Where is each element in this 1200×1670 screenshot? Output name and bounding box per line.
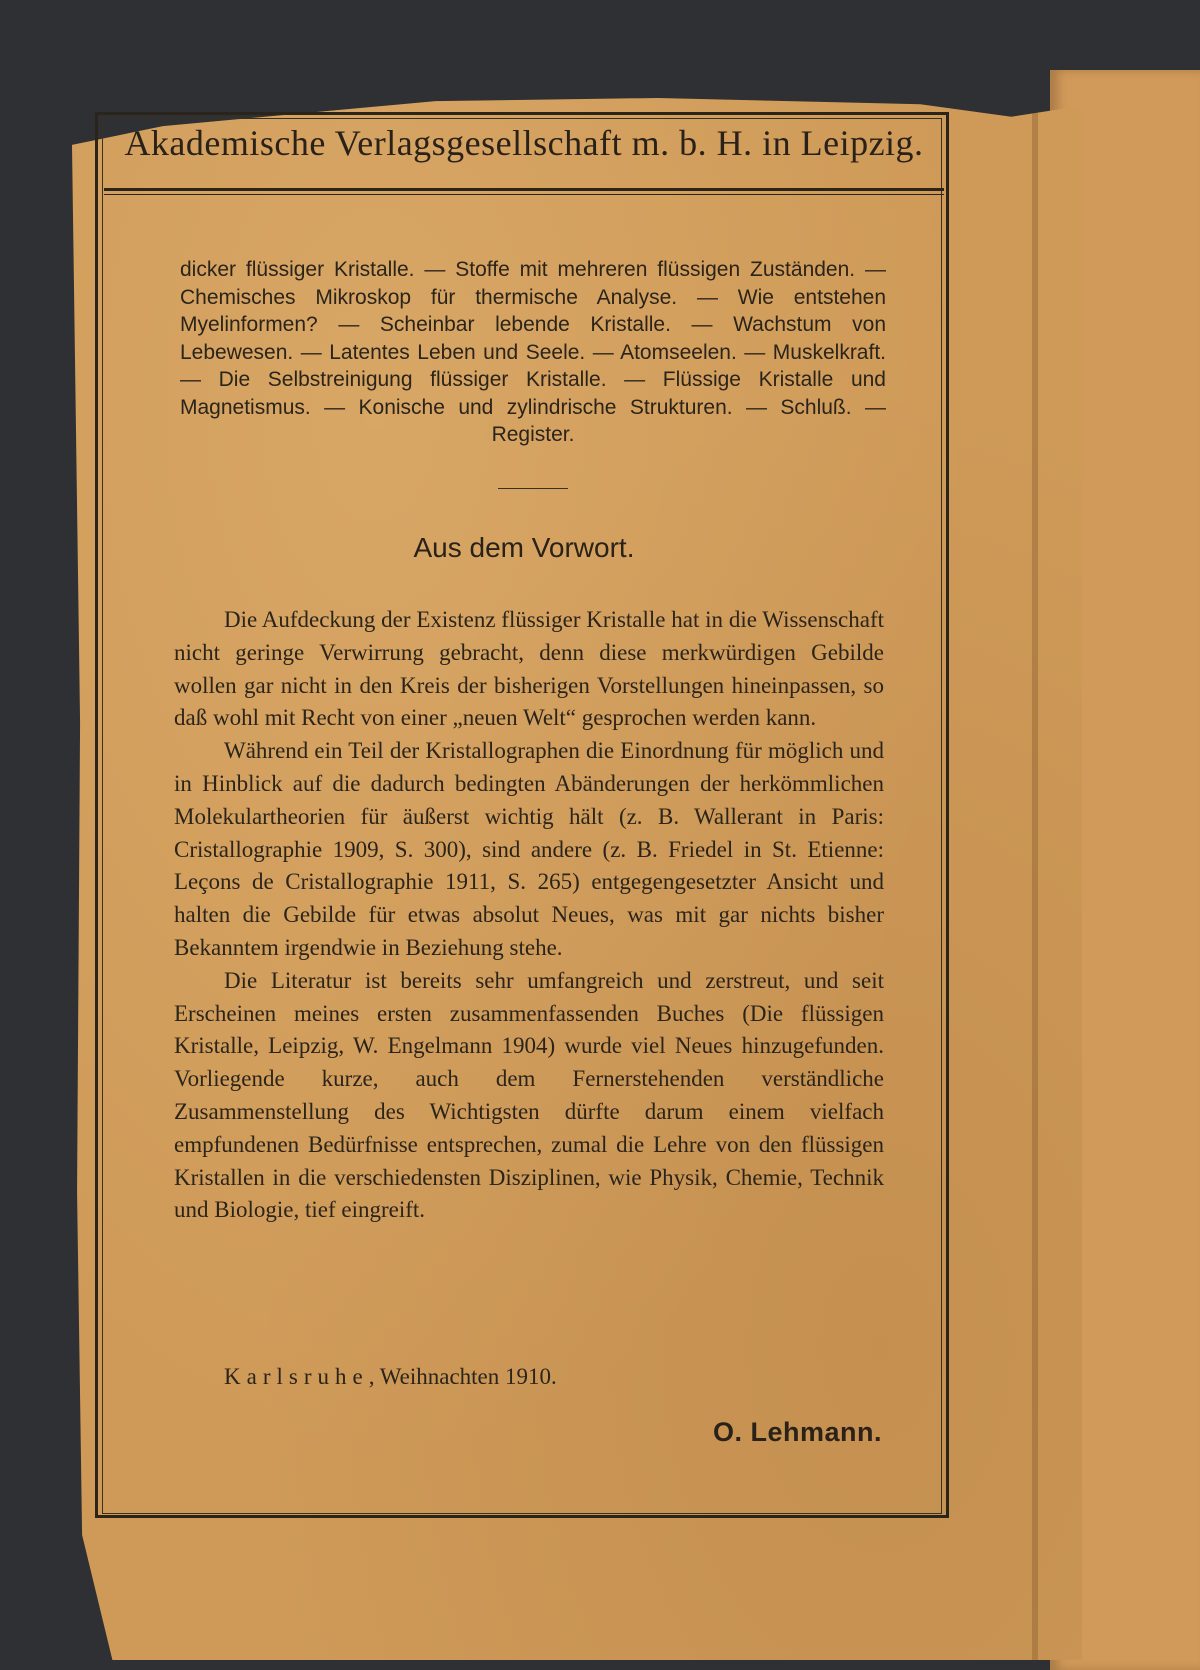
author-signature: O. Lehmann. [712,1417,882,1447]
preface-body [174,604,884,1227]
header-rule-thick [104,188,944,191]
publisher-header: Akademische Verlagsgesellschaft m. b. H. in Leipzig. [124,123,924,163]
date: , Weihnachten 1910. [368,1364,557,1389]
section-separator [498,488,568,489]
preface-paragraph-3: Die Literatur ist bereits sehr umfangreich und zerstreut, und seit Erscheinen meines ersten zusammenfassenden Buches (Die flüssigen Kristalle, Leipzig, W. Engelmann 1904) wurde viel Neues hinzugefunden. Vorliegende kurze, auch dem Fernerstehenden verständliche Zusammenstellung des Wichtigsten dürfte darum einem vielfach empfundenen Bedürfnisse entsprechen, zumal die Lehre von den flüssigen Kristallen in die verschiedensten Disziplinen, wie Physik, Chemie, Technik und Biologie, tief eingreift. [174,967,884,1223]
preface-paragraph-2: Während ein Teil der Kristallographen die Einordnung für möglich und in Hinblick auf die dadurch bedingten Abänderungen der herkömmlichen Molekulartheorien für äußerst wichtig hält (z. B. Wallerant in Paris: Cristallographie 1909, S. 300), sind andere (z. B. Friedel in St. Etienne: Leçons de Cristallographie 1911, S. 265) entgegengesetzter Ansicht und halten die Gebilde für etwas absolut Neues, was mit gar nichts bisher Bekanntem irgendwie in Beziehung stehe. [174,738,884,960]
section-title: Aus dem Vorwort. [413,532,635,563]
place: Karlsruhe [224,1364,369,1389]
preface-paragraph-1: Die Aufdeckung der Existenz flüssiger Kristalle hat in die Wissenschaft nicht geringe Verwirrung gebracht, denn diese merkwürdigen Gebilde wollen gar nicht in den Kreis der bisherigen Vorstellungen hineinpassen, so daß wohl mit Recht von einer „neuen Welt“ gesprochen werden kann. [174,607,884,731]
place-and-date [224,1364,557,1390]
header-rule-thin [104,194,944,195]
table-of-contents-continuation: dicker flüssiger Kristalle. — Stoffe mit mehreren flüssigen Zuständen. — Chemisches Mikroskop für thermische Analyse. — Wie entstehen Myelinformen? — Scheinbar lebende Kristalle. — Wachstum von Lebewesen. — Latentes Leben und Seele. — Atomseelen. — Muskelkraft. — Die Selbstreinigung flüssiger Kristalle. — Flüssige Kristalle und Magnetismus. — Konische und zylindrische Strukturen. — Schluß. — Register. [180,258,886,446]
